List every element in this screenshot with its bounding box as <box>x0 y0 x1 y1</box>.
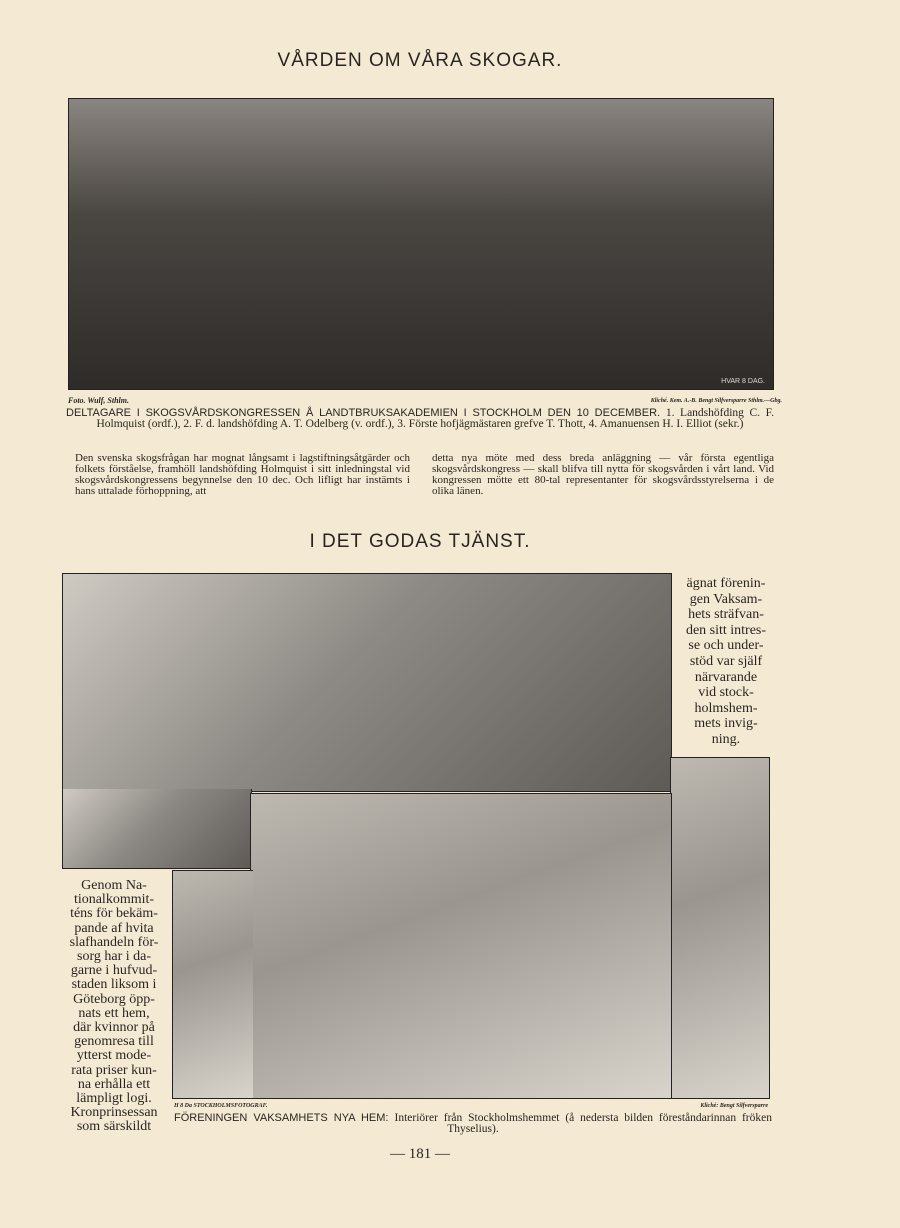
section-title: I DET GODAS TJÄNST. <box>309 531 531 552</box>
photo-credit: Foto. Wulf, Sthlm. <box>68 396 129 405</box>
text-line: holmshem- <box>694 700 758 716</box>
text-line: se och under- <box>688 638 764 654</box>
interior-photo-bottom <box>250 793 672 1099</box>
text-line: ning. <box>711 731 741 747</box>
text-line: där kvinnor på <box>73 1020 155 1036</box>
page-number: — 181 — <box>390 1146 450 1162</box>
caption-rest: 1. Landshöfding C. F. Holmquist (ordf.), 2. F. d. landshöfding A. T. Odelberg (v. ordf.), 3. Förste hofjägmästaren grefve T. Thott, 4. Amanuensen H. I. Elliot (sekr.) <box>96 407 774 430</box>
text-line: ägnat förenin- <box>686 576 766 591</box>
article-title: VÅRDEN OM VÅRA SKOGAR. <box>277 50 563 71</box>
text-line: sorg har i da- <box>77 949 151 965</box>
photo-caption <box>66 408 774 430</box>
cliche-credit-2: Kliché: Bengt Silfversparre <box>700 1103 768 1109</box>
text-line: tionalkommit- <box>73 892 155 908</box>
text-line: den sitt intres- <box>685 622 767 638</box>
text-line: na erhålla ett <box>77 1076 151 1092</box>
group-photo <box>68 98 774 390</box>
text-line: garne i hufvud- <box>70 963 158 979</box>
text-line: närvarande <box>694 669 758 685</box>
caption-lead: DELTAGARE I SKOGSVÅRDSKONGRESSEN Å LANDTBRUKSAKADEMIEN I STOCKHOLM DEN 10 DECEMBER. <box>66 407 661 419</box>
text-line: slafhandeln för- <box>69 934 159 950</box>
text-line: vid stock- <box>698 685 754 701</box>
text-line: rata priser kun- <box>71 1062 157 1078</box>
text-line: téns för bekäm- <box>70 906 158 922</box>
text-line: Genom Na- <box>81 878 147 893</box>
text-line: pande af hvita <box>74 920 154 936</box>
text-line: gen Vaksam- <box>689 591 763 607</box>
right-text-column <box>684 576 768 748</box>
cliche-credit: Kliché. Kem. A.-B. Bengt Silfversparre Sthlm.—Gbg. <box>650 398 782 404</box>
text-line: som särskildt <box>76 1119 152 1135</box>
photo-caption-2 <box>174 1113 772 1135</box>
interior-photo-top <box>62 573 672 792</box>
interior-photo-bottom-left <box>172 870 253 1099</box>
text-line: staden liksom i <box>71 977 157 993</box>
text-line: hets sträfvan- <box>688 607 764 623</box>
caption-lead: FÖRENINGEN VAKSAMHETS NYA HEM: <box>174 1112 389 1124</box>
text-line: Göteborg öpp- <box>73 991 155 1007</box>
photo-watermark: HVAR 8 DAG. <box>721 378 765 385</box>
interior-photo-top-bed <box>62 789 252 869</box>
caption-rest: Interiörer från Stockholmshemmet (å nedersta bilden föreståndarinnan fröken Thyselius). <box>394 1112 772 1135</box>
text-line: nats ett hem, <box>78 1005 150 1021</box>
interior-photo-window <box>670 757 770 1099</box>
body-column-2: detta nya möte med dess breda anläggning — vår första egentliga skogsvårdskongress — skall blifva till nytta för skogsvården i vårt land. Vid kongressen mötte ett 80-tal representanter för skogsvårdsstyrelserna i de olika länen. <box>432 452 774 497</box>
text-line: lämpligt logi. <box>76 1091 152 1107</box>
body-column-1: Den svenska skogsfrågan har mognat långsamt i lagstiftningsåtgärder och folkets förståelse, framhöll landshöfding Holmquist i sitt inledningstal vid skogsvårdskongressens begynnelse den 10 dec. Och lifligt har instämts i hans uttalade förhoppning, att <box>75 452 410 497</box>
left-text-column <box>62 879 166 1135</box>
text-line: genomresa till <box>74 1034 154 1050</box>
text-line: mets invig- <box>694 716 758 732</box>
text-line: ytterst mode- <box>76 1048 152 1064</box>
photo-credit-2: H 8 Da STOCKHOLMSFOTOGRAF. <box>174 1103 268 1109</box>
text-line: stöd var själf <box>689 653 763 669</box>
text-line: Kronprinsessan <box>70 1105 158 1121</box>
